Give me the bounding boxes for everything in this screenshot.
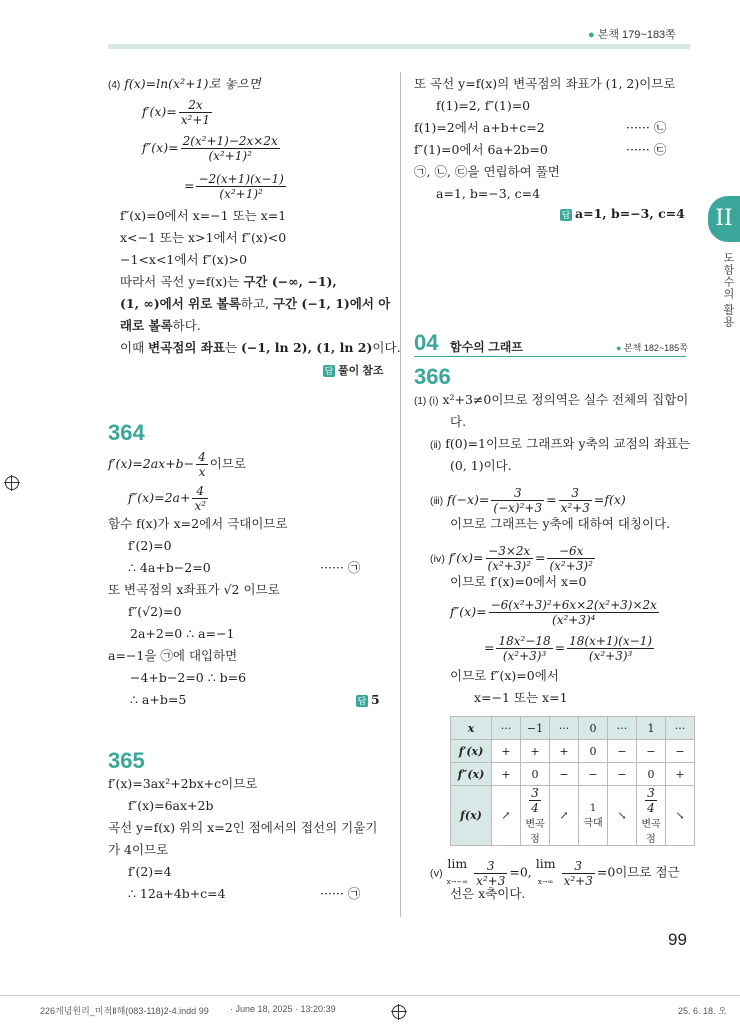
answer-badge-icon: 답 [561, 209, 571, 220]
formula-fdoubleprime: f″(x)= $\frac{\text{−6(x²+3)²+6x×2(x²+3)×2x}}{\text{(x²+3)⁴}}$ [450, 598, 657, 627]
text-line: f″(x)=0에서 x=−1 또는 x=1 [120, 208, 287, 223]
text-line: (0, 1)이다. [450, 458, 512, 473]
formula-fdoubleprime-simplified: = $\frac{\text{18x²−18}}{\text{(x²+3)³}}$ = $\frac{18(x+1)(x-1)}{\text{(x²+3)³}}$ [484, 634, 653, 663]
answer-363: 답 a=1, b=−3, c=4 [561, 206, 685, 221]
text-line: (ⅱ) f(0)=1이므로 그래프와 y축의 교점의 좌표는 [430, 436, 691, 451]
formula-iii: (ⅲ) f(−x)= $\frac{3}{\text{(−x)²+3}}$ = $\frac{3}{\text{x²+3}}$ =f(x) [430, 486, 626, 515]
text-line: 또 곡선 y=f(x)의 변곡점의 좌표가 (1, 2)이므로 [414, 76, 676, 91]
equation-marker: ······ ㉠ [320, 886, 361, 901]
ref-pages: 179~183쪽 [622, 29, 676, 41]
answer-note: 답 풀이 참조 [324, 365, 384, 377]
equation-marker: ······ ㉢ [626, 142, 667, 157]
bullet-icon: ● [588, 29, 595, 41]
text-line: f″(1)=0에서 6a+2b=0 [414, 142, 548, 157]
chapter-title: 도함수의 활용 [722, 252, 734, 329]
answer-badge-icon: 답 [357, 695, 367, 706]
sign-table [450, 716, 695, 846]
text-line: 함수 f(x)가 x=2에서 극대이므로 [108, 516, 288, 531]
text-line: f′(x)=2ax+b− $\frac{4}{x}$ 이므로 [108, 450, 247, 479]
text-line: 이므로 그래프는 y축에 대하여 대칭이다. [450, 516, 671, 531]
text-line: ∴ 12a+4b+c=4 [128, 886, 226, 901]
text-line: f″(√2)=0 [128, 604, 182, 619]
curve-concave-down-rising-icon: ↗ [550, 786, 579, 846]
formula-iv: (ⅳ) f′(x)= $\frac{-3\times 2x}{\text{(x²+3)²}}$ = $\frac{-6x}{\text{(x²+3)²}}$ [430, 544, 593, 573]
fdoubleprime-formula: f″(x)= $\frac{\text{2(x²+1)−2x×2x}}{\text{(x²+1)²}}$ [142, 134, 278, 163]
section-reference: ● 본책 182~185쪽 [616, 343, 688, 353]
text-line: 래로 볼록하다. [120, 318, 201, 333]
footer-date: 25. 6. 18. 오 [678, 1006, 727, 1016]
problem-number-364: 364 [108, 420, 145, 445]
text-line: x<−1 또는 x>1에서 f″(x)<0 [120, 230, 287, 245]
text-line: a=1, b=−3, c=4 [436, 186, 541, 201]
text-line: (1) (ⅰ) x²+3≠0이므로 정의역은 실수 전체의 집합이 [414, 392, 689, 407]
equation-marker: ······ ㉠ [320, 560, 361, 575]
registration-mark-icon [5, 476, 19, 490]
text-line: (1, ∞)에서 위로 볼록하고, 구간 (−1, 1)에서 아 [120, 296, 391, 311]
text-line: 이므로 f″(x)=0에서 [450, 668, 559, 683]
text-line: 따라서 곡선 y=f(x)는 구간 (−∞, −1), [120, 274, 337, 289]
section-title: 함수의 그래프 [450, 340, 523, 354]
answer-364: 답 5 [357, 692, 380, 707]
page-reference [588, 26, 676, 42]
text-line: −4+b−2=0 ∴ b=6 [130, 670, 247, 685]
registration-mark-icon [392, 1005, 406, 1019]
text-line: 선은 x축이다. [450, 886, 526, 901]
text-line: 다. [450, 414, 467, 429]
fprime-formula: f′(x)= $\frac{2x}{\text{x²+1}}$ [142, 98, 211, 127]
text-line: x=−1 또는 x=1 [474, 690, 568, 705]
table-row: x ··· −1 ··· 0 ··· 1 ··· [451, 717, 695, 740]
table-row: f″(x) + 0 − − − 0 + [451, 763, 695, 786]
text-line: ∴ a+b=5 [130, 692, 187, 707]
curve-concave-up-falling-icon: ↘ [666, 786, 695, 846]
text-line: 가 4이므로 [108, 842, 169, 857]
footer-rule [0, 995, 740, 996]
text-line: f′(2)=4 [128, 864, 172, 879]
bullet-icon: ● [616, 343, 622, 353]
top-rule [108, 44, 690, 49]
formula-limits: (ⅴ) lim x→−∞ $\frac{3}{\text{x²+3}}$ =0, lim x→∞ $\frac{3}{\text{x²+3}}$ =0이므로 점근 [430, 856, 680, 888]
text-line: f″(x)=6ax+2b [128, 798, 214, 813]
footer-file: 226개념원리_미적Ⅱ해(083-118)2-4.indd 99 [40, 1006, 209, 1016]
text-line: f(1)=2에서 a+b+c=2 [414, 120, 545, 135]
problem-number-366: 366 [414, 364, 451, 389]
table-row: f(x) ↗ $\frac{3}{4}$ 변곡점 ↗ 1 극대 ↘ $\frac{3}{4}$ 변곡점 ↘ [451, 786, 695, 846]
footer-stamp: · June 18, 2025 · 13:20:39 [230, 1004, 336, 1014]
chapter-tab: II [708, 196, 740, 242]
text-line: 이므로 f′(x)=0에서 x=0 [450, 574, 587, 589]
ref-label: 본책 [597, 29, 619, 41]
fdoubleprime-factored: = $\frac{-2(x+1)(x-1)}{\text{(x²+1)²}}$ [184, 172, 284, 201]
problem-number-365: 365 [108, 748, 145, 773]
text-line: f(1)=2, f″(1)=0 [436, 98, 531, 113]
text-line: ㉠, ㉡, ㉢을 연립하여 풀면 [414, 164, 560, 179]
text-line: ∴ 4a+b−2=0 [128, 560, 211, 575]
column-divider [400, 72, 401, 917]
part-4-intro: (4) f(x)=ln(x²+1)로 놓으면 [108, 76, 261, 91]
curve-concave-up-rising-icon: ↗ [492, 786, 521, 846]
curve-concave-down-falling-icon: ↘ [608, 786, 637, 846]
text-line: 곡선 y=f(x) 위의 x=2인 점에서의 접선의 기울기 [108, 820, 378, 835]
text-line: f′(x)=3ax²+2bx+c이므로 [108, 776, 258, 791]
answer-badge-icon: 답 [324, 365, 334, 376]
text-line: f′(2)=0 [128, 538, 172, 553]
text-line: a=−1을 ㉠에 대입하면 [108, 648, 238, 663]
equation-marker: ······ ㉡ [626, 120, 667, 135]
text-line: 또 변곡점의 x좌표가 √2 이므로 [108, 582, 280, 597]
text-line: −1<x<1에서 f″(x)>0 [120, 252, 248, 267]
table-row: f′(x) + + + 0 − − − [451, 740, 695, 763]
text-line: 2a+2=0 ∴ a=−1 [130, 626, 235, 641]
page-number: 99 [668, 930, 687, 949]
section-number: 04 [414, 330, 439, 355]
text-line: 이때 변곡점의 좌표는 (−1, ln 2), (1, ln 2)이다. [120, 340, 401, 355]
text-line: f″(x)=2a+ $\frac{4}{\text{x²}}$ [128, 484, 207, 513]
